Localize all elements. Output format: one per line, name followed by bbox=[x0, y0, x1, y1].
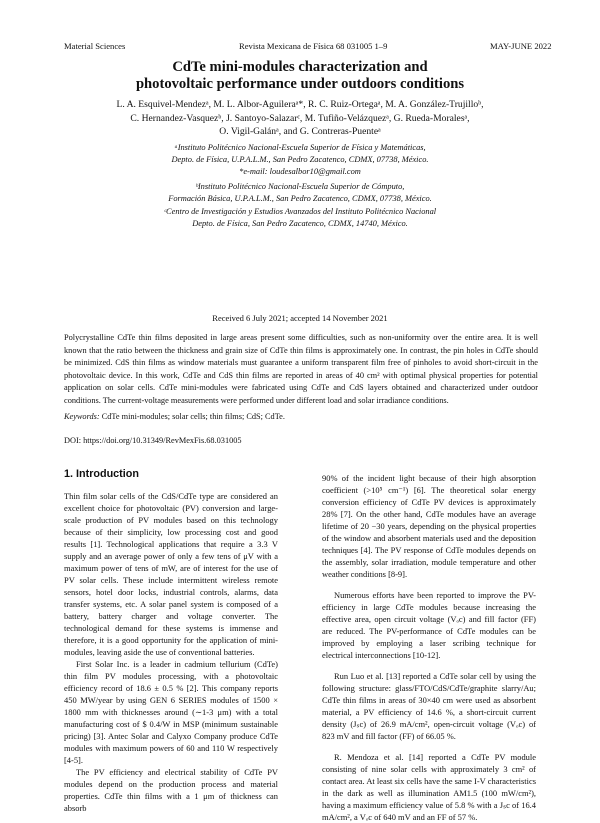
left-column bbox=[64, 468, 278, 814]
author-line-3: O. Vigil-Galánᵃ, and G. Contreras-Puenteᵃ bbox=[219, 126, 381, 137]
abstract: Polycrystalline CdTe thin films deposited in large areas present some difficulties, such as non-uniformity over the entire area. It is well known that the ratio between the thickness and grain size of CdTe thin films is approximately one. In contrast, the pin holes in CdTe should be minimized. CdS thin films as window materials must guarantee a uniform transparent film free of pinholes to avoid short-circuit in the photovoltaic device. In this work, CdTe and CdS thin films are reported in areas of 40 cm² with optimal physical properties for potential application on solar cells. CdTe mini-modules were fabricated using CdTe and CdS layers obtained and characterized under outdoor conditions. The current-voltage measurements were performed under different load and solar irradiance conditions. bbox=[64, 333, 538, 405]
running-header-date: MAY-JUNE 2022 bbox=[490, 41, 552, 51]
keywords-label: Keywords: bbox=[64, 412, 100, 421]
keywords-list: CdTe mini-modules; solar cells; thin films; CdS; CdTe. bbox=[101, 412, 285, 421]
paragraph: The PV efficiency and electrical stability of CdTe PV modules depend on the production process and material properties. CdTe thin films with a 1 μm of thickness can absorb bbox=[64, 767, 278, 813]
affiliation-b-line1: ᵇInstituto Politécnico Nacional-Escuela Superior de Cómputo, bbox=[195, 182, 405, 191]
section-heading-introduction: 1. Introduction bbox=[64, 468, 139, 480]
right-column bbox=[322, 472, 536, 823]
author-line-1: L. A. Esquivel-Mendezᵃ, M. L. Albor-Aguileraᵃ*, R. C. Ruiz-Ortegaᵃ, M. A. González-Trujilloᵇ, bbox=[116, 99, 484, 110]
running-header-citation: Revista Mexicana de Física 68 031005 1–9 bbox=[239, 41, 388, 51]
affiliation-a-line1: ᵃInstituto Politécnico Nacional-Escuela Superior de Física y Matemáticas, bbox=[174, 143, 426, 152]
affiliation-b bbox=[100, 181, 500, 205]
affiliation-c-line1: ᶜCentro de Investigación y Estudios Avanzados del Instituto Politécnico Nacional bbox=[163, 207, 437, 216]
paragraph: 90% of the incident light because of their high absorption coefficient (>10⁵ cm⁻¹) [6]. The theoretical solar energy conversion efficiency of CdTe PV devices is approximately 28% [7]. On the other hand, CdTe modules have an average lifetime of 20 −30 years, depending on the physical properties of the window and absorbent materials used and the deposition techniques [4]. The PV response of CdTe modules depends on the assembly, solar irradiation, module temperature and other weather conditions [8-9]. bbox=[322, 473, 536, 579]
affiliation-a bbox=[100, 142, 500, 178]
doi-link[interactable]: DOI: https://doi.org/10.31349/RevMexFis.68.031005 bbox=[64, 436, 242, 445]
affiliation-a-line2: Depto. de Física, U.P.A.L.M., San Pedro Zacatenco, CDMX, 07738, México. bbox=[171, 155, 429, 164]
author-line-2: C. Hernandez-Vasquezᵇ, J. Santoyo-Salazarᶜ, M. Tufiño-Velázquezᵃ, G. Rueda-Moralesᵃ, bbox=[130, 112, 470, 124]
paragraph: Numerous efforts have been reported to improve the PV-efficiency in large CdTe modules because increasing the effective area, open circuit voltage (Vₒc) and fill factor (FF) are reduced. The PV-performance of CdTe modules can be improved by employing a laser scribing technique for electrical interconnections [10-12]. bbox=[322, 590, 536, 660]
keywords bbox=[64, 412, 285, 421]
running-header-section: Material Sciences bbox=[64, 41, 126, 51]
paper-title-line1: CdTe mini-modules characterization and bbox=[172, 59, 428, 75]
author-list bbox=[60, 98, 540, 139]
affiliation-b-line2: Formación Básica, U.P.A.L.M., San Pedro Zacatenco, CDMX, 07738, México. bbox=[168, 194, 432, 203]
paragraph: First Solar Inc. is a leader in cadmium tellurium (CdTe) thin film PV modules processing, with a photovoltaic efficiency record of 18.6 ± 0.5 % [2]. This company reports 450 MW/year by using GEN 6 SERIES modules of 1500 × 1800 mm with thicknesses around (∼1-3 μm) with a total manufacturing cost of $ 0.4/W in MSP (minimum sustainable pricing) [3]. Antec Solar and Calyxo Company produce CdTe modules with maximum powers of 60 and 110 W respectively [4-5]. bbox=[64, 659, 278, 765]
paper-title-line2: photovoltaic performance under outdoors conditions bbox=[135, 76, 465, 92]
paragraph: R. Mendoza et al. [14] reported a CdTe PV module consisting of nine solar cells with approximately 3 cm² of contact area. At least six cells have the same I-V characteristics in the dark as well as illumination AM1.5 (100 mW/cm²), having a maximum efficiency value of 5.8 % with a Jₛc of 16.4 mA/cm², a Vₒc of 640 mV and an FF of 57 %. bbox=[322, 752, 536, 822]
paragraph: Thin film solar cells of the CdS/CdTe type are considered an excellent choice for photovoltaic (PV) conversion and large-scale production of PV modules based on this technology because of their simplicity, low processing cost and good results [1]. Technological applications that require a 3.3 V supply and an average power of only a few tens of μV with a maximum power of tens of mW, are of interest for the use of PV solar cells. These include intermittent wireless remote sensors, hotel door locks, industrial controls, alarms, data transfer systems, etc. A solar panel system is composed of a battery, battery charger and voltage converter. The technological demand for these systems is immense and therefore, it is a good opportunity for the application of mini-modules, leaving aside the use of conventional batteries. bbox=[64, 491, 278, 657]
corresponding-email: *e-mail: loudesalbor10@gmail.com bbox=[239, 167, 361, 176]
paragraph: Run Luo et al. [13] reported a CdTe solar cell by using the following structure: glass/FTO/CdS/CdTe/graphite slarry/Au; CdTe thin films in areas of 30×40 cm were used as absorbent material, a PV efficiency of 14.6 %, a short-circuit current density (Jₛc) of 26.9 mA/cm², open-circuit voltage (Vₒc) of 823 mV and fill factor (FF) of 66.05 %. bbox=[322, 671, 536, 741]
affiliation-c bbox=[100, 206, 500, 230]
affiliation-c-line2: Depto. de Física, San Pedro Zacatenco, CDMX, 14740, México. bbox=[192, 219, 408, 228]
received-dates: Received 6 July 2021; accepted 14 November 2021 bbox=[212, 313, 388, 323]
